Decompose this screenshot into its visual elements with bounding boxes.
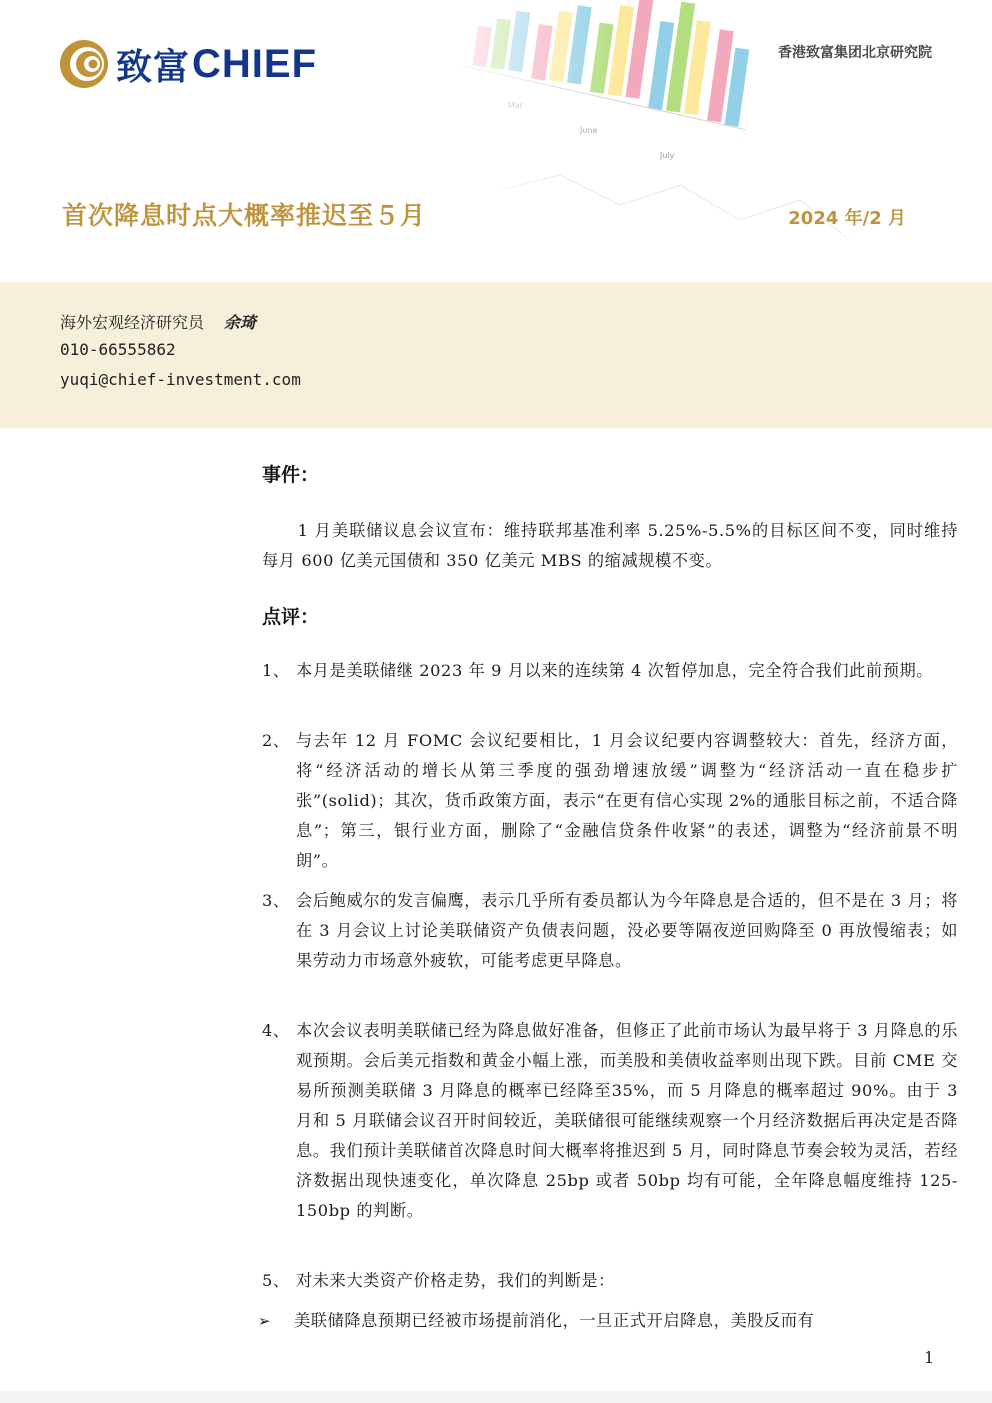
item-text: 本次会议表明美联储已经为降息做好准备，但修正了此前市场认为最早将于 3 月降息的乐观预期。会后美元指数和黄金小幅上涨，而美股和美债收益率则出现下跌。目前 CME 交易所预测美联储 3 月降息的概率已经降至35%，而 5 月降息的概率超过 90%。由于 3 月和 5 月联储会议召开时间较近，美联储很可能继续观察一个月经济数据后再决定是否降息。我们预计美联储首次降息时间大概率将推迟到 5 月，同时降息节奏会较为灵活，若经济数据出现快速变化，单次降息 25bp 或者 50bp 均有可能，全年降息幅度维持 125-150bp 的判断。 — [296, 1021, 958, 1220]
item-text: 与去年 12 月 FOMC 会议纪要相比，1 月会议纪要内容调整较大：首先，经济方面，将“经济活动的增长从第三季度的强劲增速放缓”调整为“经济活动一直在稳步扩张”(solid)；其次，货币政策方面，表示“在更有信心实现 2%的通胀目标之前，不适合降息”；第三，银行业方面，删除了“金融信贷条件收紧”的表述，调整为“经济前景不明朗”。 — [296, 731, 958, 870]
comment-item — [262, 1266, 958, 1296]
event-paragraph: 1 月美联储议息会议宣布：维持联邦基准利率 5.25%-5.5%的目标区间不变，同时维持每月 600 亿美元国债和 350 亿美元 MBS 的缩减规模不变。 — [262, 521, 958, 570]
item-text: 会后鲍威尔的发言偏鹰，表示几乎所有委员都认为今年降息是合适的，但不是在 3 月；将在 3 月会议上讨论美联储资产负债表问题，没必要等隔夜逆回购降至 0 再放慢缩表；如果劳动力市场意外疲软，可能考虑更早降息。 — [296, 891, 958, 970]
page-number: 1 — [924, 1348, 935, 1367]
bullet-text: 美联储降息预期已经被市场提前消化，一旦正式开启降息，美股反而有 — [294, 1311, 815, 1330]
logo-chinese-text: 致富 — [116, 46, 191, 88]
author-role-line — [60, 310, 256, 333]
event-heading: 事件： — [262, 464, 320, 486]
author-phone: 010-66555862 — [60, 340, 176, 359]
report-title: 首次降息时点大概率推迟至５月 — [62, 201, 427, 230]
comment-item — [262, 1016, 958, 1226]
item-number: 1、 — [262, 661, 290, 680]
institute-name: 香港致富集团北京研究院 — [778, 45, 932, 61]
bullet-item — [258, 1306, 958, 1336]
item-number: 4、 — [262, 1021, 290, 1040]
comment-item — [262, 726, 958, 876]
item-number: 2、 — [262, 731, 290, 750]
comment-heading: 点评： — [262, 606, 320, 628]
report-header — [0, 0, 992, 282]
chief-logo-icon — [58, 38, 110, 90]
item-text: 本月是美联储继 2023 年 9 月以来的连续第 4 次暂停加息，完全符合我们此前预期。 — [296, 661, 934, 680]
arrow-bullet-icon: ➢ — [258, 1312, 272, 1330]
company-logo — [58, 38, 317, 90]
comment-item — [262, 656, 958, 686]
report-date: 2024 年/2 月 — [788, 208, 906, 229]
comment-item — [262, 886, 958, 976]
author-name: 余琦 — [224, 313, 257, 332]
author-role: 海外宏观经济研究员 — [60, 313, 205, 332]
item-number: 5、 — [262, 1271, 290, 1290]
item-text: 对未来大类资产价格走势，我们的判断是： — [296, 1271, 615, 1290]
author-email[interactable]: yuqi@chief-investment.com — [60, 370, 301, 389]
logo-english-text: CHIEF — [192, 41, 318, 86]
author-info-band — [0, 282, 992, 428]
footer-bar — [0, 1391, 992, 1403]
item-number: 3、 — [262, 891, 290, 910]
